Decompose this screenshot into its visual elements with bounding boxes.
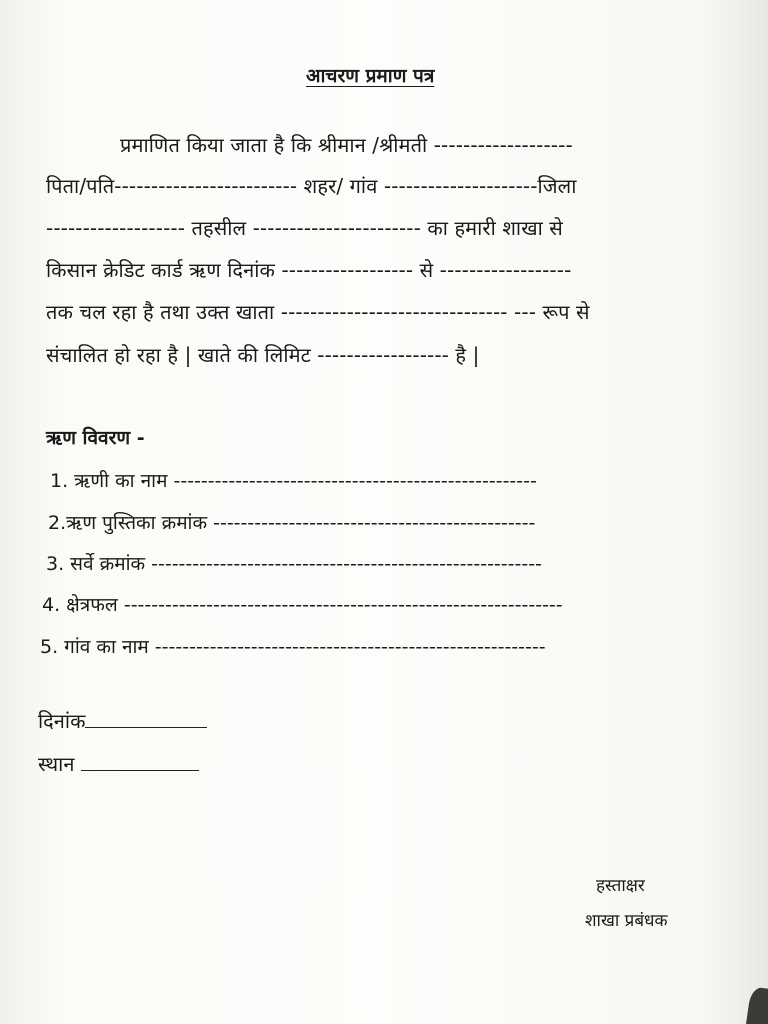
- paragraph-line-2: पिता/पति------------------------- शहर/ गांव ---------------------जिला: [46, 174, 577, 198]
- branch-manager-label: शाखा प्रबंधक: [585, 911, 668, 931]
- page-corner-shadow: [745, 986, 768, 1024]
- date-blank-line: [85, 709, 207, 728]
- loan-item-village-name: 5. गांव का नाम ---------------------------------------------------------: [40, 636, 546, 658]
- paragraph-line-3: ------------------- तहसील ----------------------- का हमारी शाखा से: [46, 216, 563, 240]
- place-label: स्थान: [38, 752, 75, 776]
- loan-details-heading: ऋण विवरण -: [46, 427, 145, 449]
- loan-item-area: 4. क्षेत्रफल ----------------------------------------------------------------: [42, 594, 563, 616]
- paragraph-line-5: तक चल रहा है तथा उक्त खाता ------------------------------- --- रूप से: [46, 300, 590, 324]
- loan-item-borrower-name: 1. ऋणी का नाम -----------------------------------------------------: [50, 470, 537, 492]
- date-field: [38, 707, 207, 734]
- date-label: दिनांक: [38, 709, 86, 733]
- place-field: [38, 750, 199, 777]
- loan-item-passbook-number: 2.ऋण पुस्तिका क्रमांक -----------------------------------------------: [48, 512, 536, 534]
- document-title: आचरण प्रमाण पत्र: [306, 65, 435, 87]
- place-blank-line: [81, 752, 199, 771]
- paragraph-line-4: किसान क्रेडिट कार्ड ऋण दिनांक ------------------ से ------------------: [46, 258, 572, 282]
- paragraph-line-6: संचालित हो रहा है | खाते की लिमिट ------------------ है |: [46, 343, 480, 367]
- signature-label: हस्ताक्षर: [596, 876, 645, 896]
- paragraph-line-1: प्रमाणित किया जाता है कि श्रीमान /श्रीमती -------------------: [120, 133, 573, 157]
- loan-item-survey-number: 3. सर्वे क्रमांक ---------------------------------------------------------: [46, 553, 542, 575]
